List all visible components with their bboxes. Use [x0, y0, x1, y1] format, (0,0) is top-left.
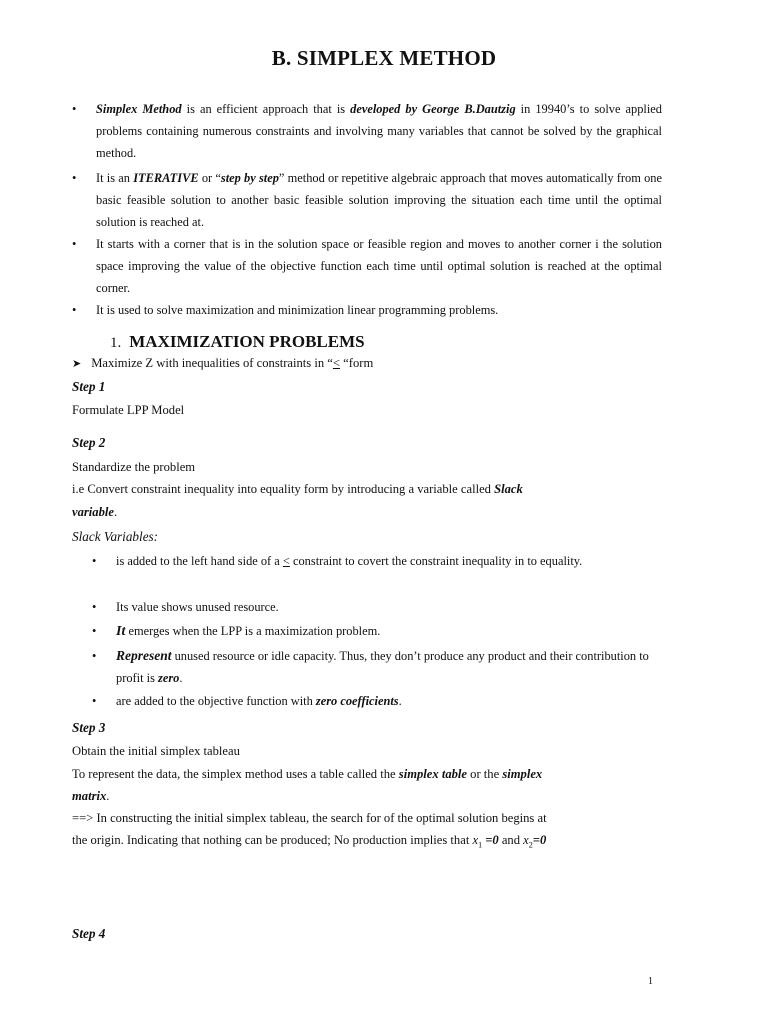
bullet-icon: •: [72, 237, 77, 251]
bullet-item: • It starts with a corner that is in the solution space or feasible region and moves to another corner i the solution space improving the value of the objective function each time until optimal solution is reached at the optimal corner.: [72, 233, 662, 299]
slack-item: • are added to the objective function with zero coefficients.: [92, 690, 662, 712]
bullet-icon: •: [92, 624, 97, 638]
bullet-icon: •: [72, 102, 77, 116]
slack-item: • is added to the left hand side of a < constraint to covert the constraint inequality in to equality.: [92, 550, 662, 572]
step-3-label: Step 3: [72, 720, 106, 735]
slack-item: • Its value shows unused resource.: [92, 596, 662, 618]
step-3-line: matrix.: [72, 789, 110, 803]
step-2-line: Standardize the problem: [72, 460, 196, 474]
arrow-list-item: ➤ Maximize Z with inequalities of constraints in “< “form: [72, 356, 374, 370]
step-3-line: To represent the data, the simplex method uses a table called the simplex table or the simplex: [72, 767, 543, 781]
bullet-icon: •: [92, 554, 97, 568]
step-3-line: ==> In constructing the initial simplex tableau, the search for of the optimal solution begins at: [72, 811, 547, 825]
slack-item: • It emerges when the LPP is a maximization problem.: [92, 620, 662, 643]
slack-heading: Slack Variables:: [72, 529, 159, 544]
arrow-bullet-icon: ➤: [72, 358, 82, 370]
step-1-text: Formulate LPP Model: [72, 403, 185, 417]
step-3-line: Obtain the initial simplex tableau: [72, 744, 240, 758]
step-1-label: Step 1: [72, 379, 106, 394]
bullet-icon: •: [92, 694, 97, 708]
bullet-item: • Simplex Method is an efficient approach that is developed by George B.Dautzig in 19940’s to solve applied problems containing numerous constraints and involving many variables that cannot be solved by the graphical method.: [72, 98, 662, 164]
step-2-line: variable.: [72, 505, 118, 519]
bullet-icon: •: [92, 649, 97, 663]
section-heading: 1. MAXIMIZATION PROBLEMS: [110, 332, 365, 351]
step-3-line: the origin. Indicating that nothing can be produced; No production implies that $x_1 =0$ and $x_2=0$: [72, 833, 547, 850]
bullet-icon: •: [72, 171, 77, 185]
page-number: 1: [648, 976, 653, 987]
bullet-icon: •: [72, 303, 77, 317]
page-title: B. SIMPLEX METHOD: [271, 46, 497, 70]
bullet-item: • It is an ITERATIVE or “step by step” method or repetitive algebraic approach that moves automatically from one basic feasible solution to another basic feasible solution improving the situation each time until the optimal solution is reached at.: [72, 167, 662, 233]
bullet-item: • It is used to solve maximization and minimization linear programming problems.: [72, 299, 662, 321]
step-2-line: i.e Convert constraint inequality into equality form by introducing a variable called Slack: [72, 482, 523, 496]
step-2-label: Step 2: [72, 435, 106, 450]
bullet-icon: •: [92, 600, 97, 614]
step-4-label: Step 4: [72, 926, 106, 941]
slack-item: • Represent unused resource or idle capacity. Thus, they don’t produce any product and their contribution to profit is zero.: [92, 645, 662, 689]
